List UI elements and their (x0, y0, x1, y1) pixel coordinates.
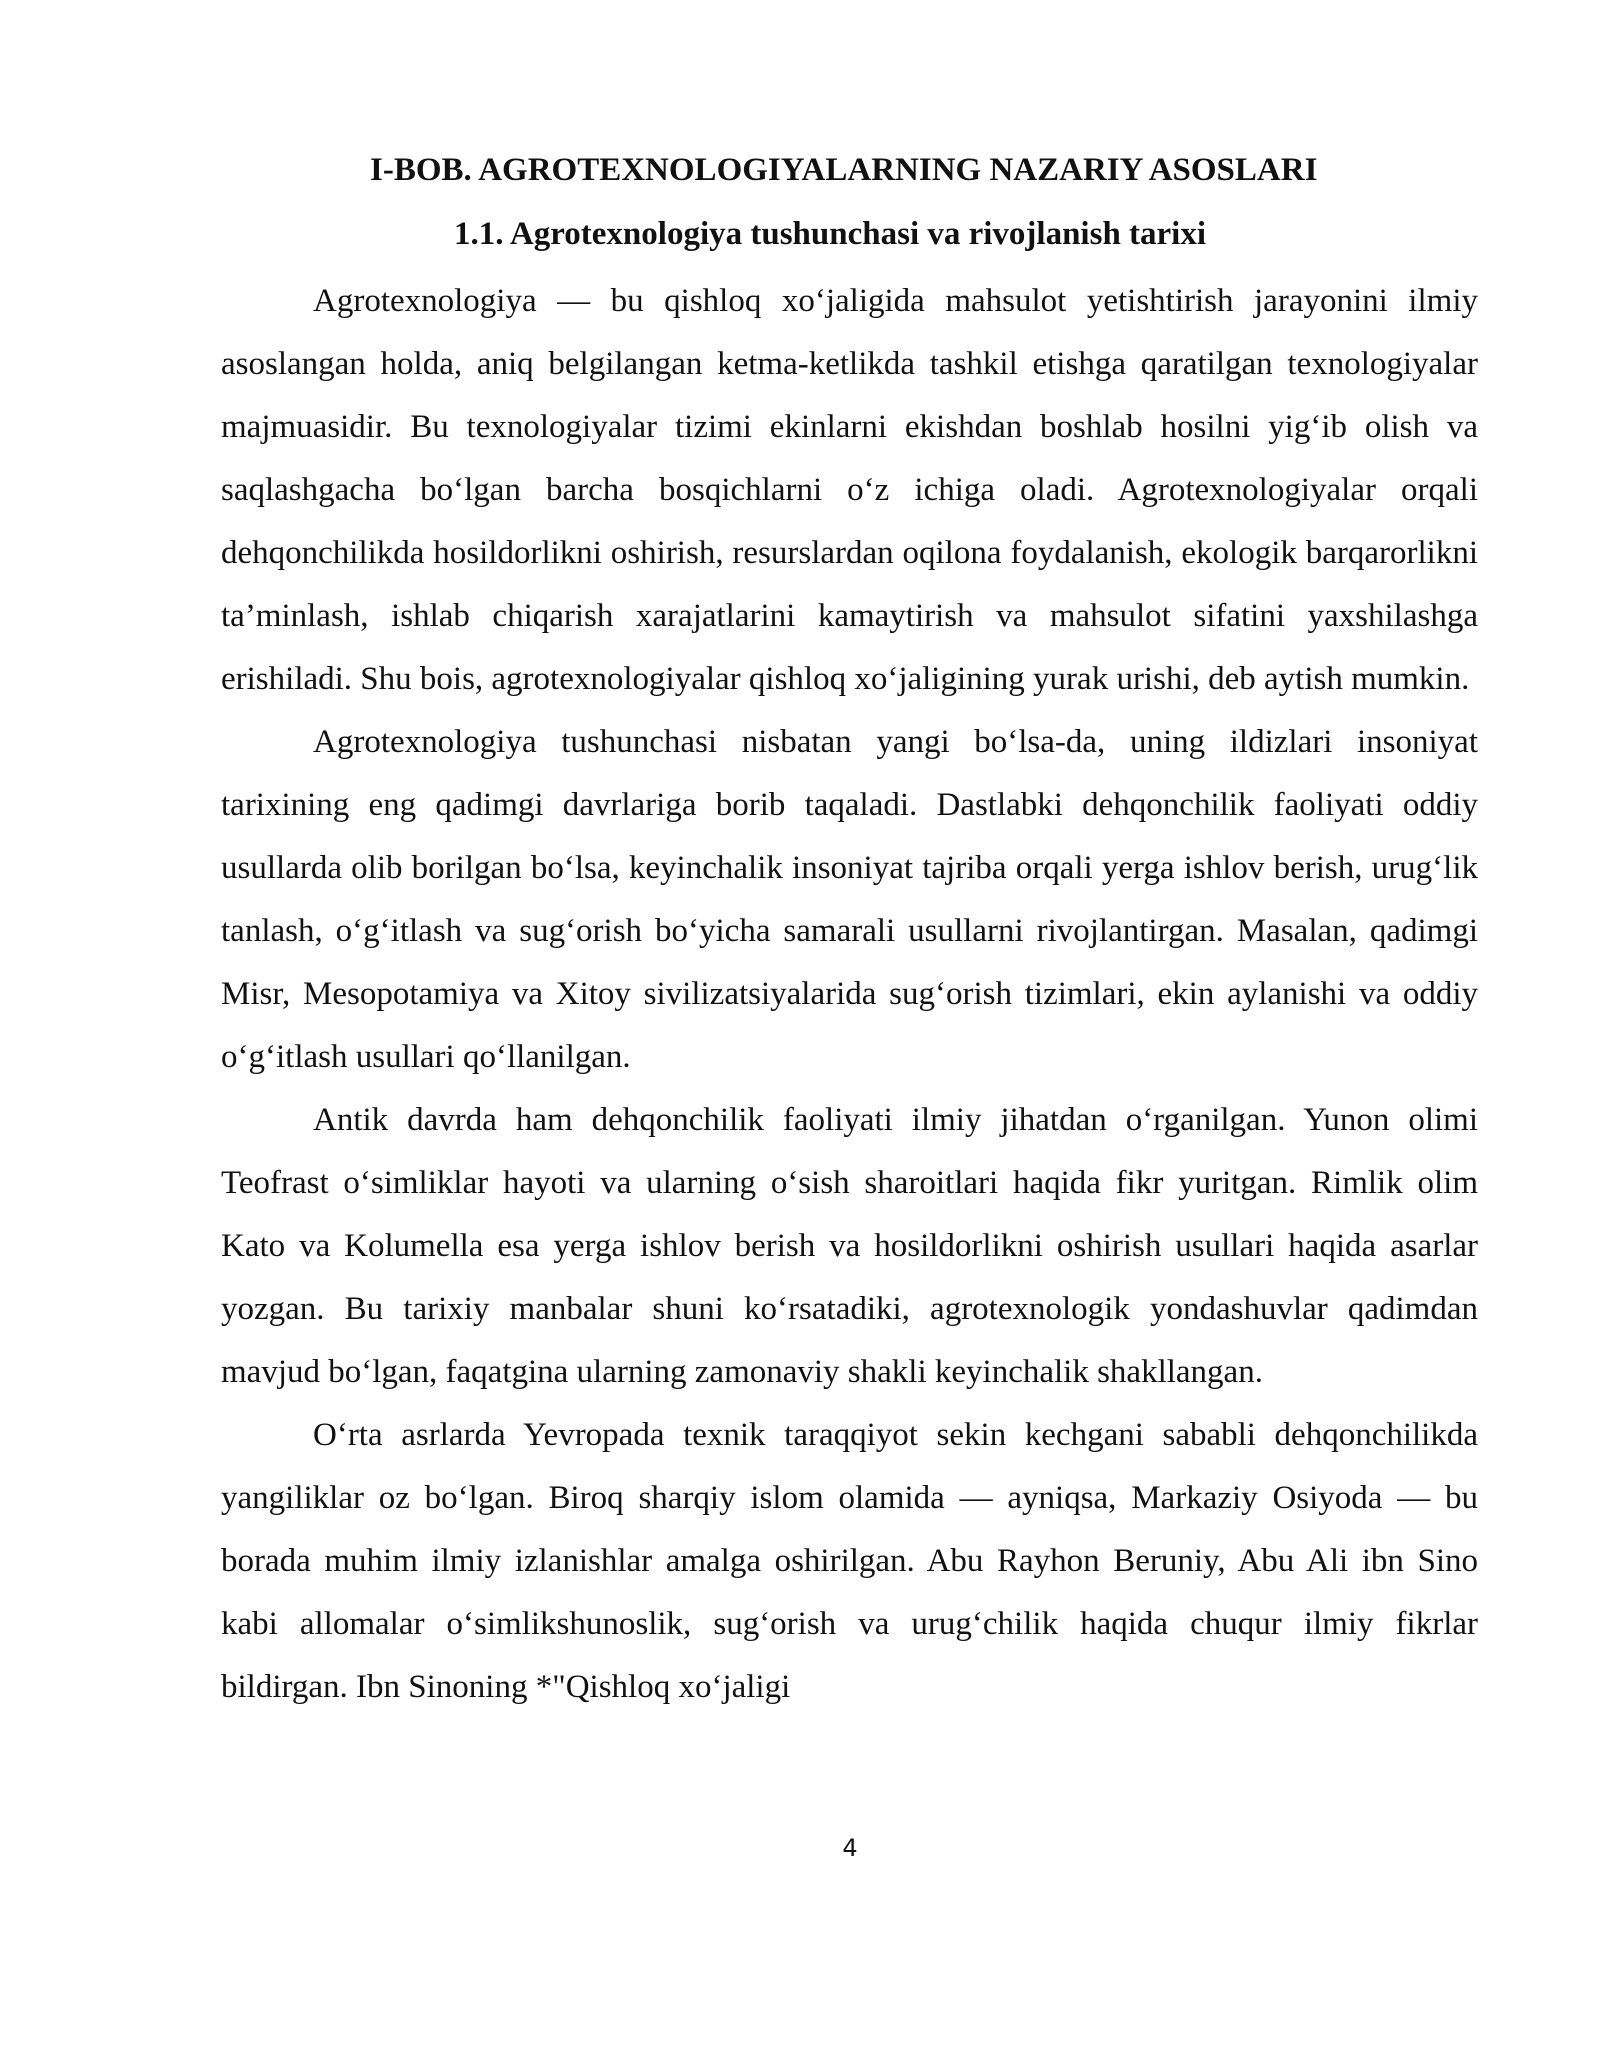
section-title: 1.1. Agrotexnologiya tushunchasi va rivojlanish tarixi (453, 216, 1207, 252)
paragraph: O‘rta asrlarda Yevropada texnik taraqqiyot sekin kechgani sababli dehqonchilikda yangiliklar oz bo‘lgan. Biroq sharqiy islom olamida — ayniqsa, Markaziy Osiyoda — bu borada muhim ilmiy izlanishlar amalga oshirilgan. Abu Rayhon Beruniy, Abu Ali ibn Sino kabi allomalar o‘simlikshunoslik, sug‘orish va urug‘chilik haqida chuqur ilmiy fikrlar bildirgan. Ibn Sinoning *"Qishloq xo‘jaligi (221, 1417, 1478, 1705)
paragraph: Agrotexnologiya tushunchasi nisbatan yangi bo‘lsa-da, uning ildizlari insoniyat tarixining eng qadimgi davrlariga borib taqaladi. Dastlabki dehqonchilik faoliyati oddiy usullarda olib borilgan bo‘lsa, keyinchalik insoniyat tajriba orqali yerga ishlov berish, urug‘lik tanlash, o‘g‘itlash va sug‘orish bo‘yicha samarali usullarni rivojlantirgan. Masalan, qadimgi Misr, Mesopotamiya va Xitoy sivilizatsiyalarida sug‘orish tizimlari, ekin aylanishi va oddiy o‘g‘itlash usullari qo‘llanilgan. (221, 724, 1478, 1075)
body-text (221, 270, 1478, 1719)
page-number: 4 (842, 1834, 858, 1862)
chapter-title: I-BOB. AGROTEXNOLOGIYALARNING NAZARIY ASOSLARI (370, 152, 1318, 188)
paragraph: Agrotexnologiya — bu qishloq xo‘jaligida mahsulot yetishtirish jarayonini ilmiy asoslangan holda, aniq belgilangan ketma-ketlikda tashkil etishga qaratilgan texnologiyalar majmuasidir. Bu texnologiyalar tizimi ekinlarni ekishdan boshlab hosilni yig‘ib olish va saqlashgacha bo‘lgan barcha bosqichlarni o‘z ichiga oladi. Agrotexnologiyalar orqali dehqonchilikda hosildorlikni oshirish, resurslardan oqilona foydalanish, ekologik barqarorlikni ta’minlash, ishlab chiqarish xarajatlarini kamaytirish va mahsulot sifatini yaxshilashga erishiladi. Shu bois, agrotexnologiyalar qishloq xo‘jaligining yurak urishi, deb aytish mumkin. (221, 283, 1478, 697)
paragraph: Antik davrda ham dehqonchilik faoliyati ilmiy jihatdan o‘rganilgan. Yunon olimi Teofrast o‘simliklar hayoti va ularning o‘sish sharoitlari haqida fikr yuritgan. Rimlik olim Kato va Kolumella esa yerga ishlov berish va hosildorlikni oshirish usullari haqida asarlar yozgan. Bu tarixiy manbalar shuni ko‘rsatadiki, agrotexnologik yondashuvlar qadimdan mavjud bo‘lgan, faqatgina ularning zamonaviy shakli keyinchalik shakllangan. (221, 1102, 1478, 1390)
